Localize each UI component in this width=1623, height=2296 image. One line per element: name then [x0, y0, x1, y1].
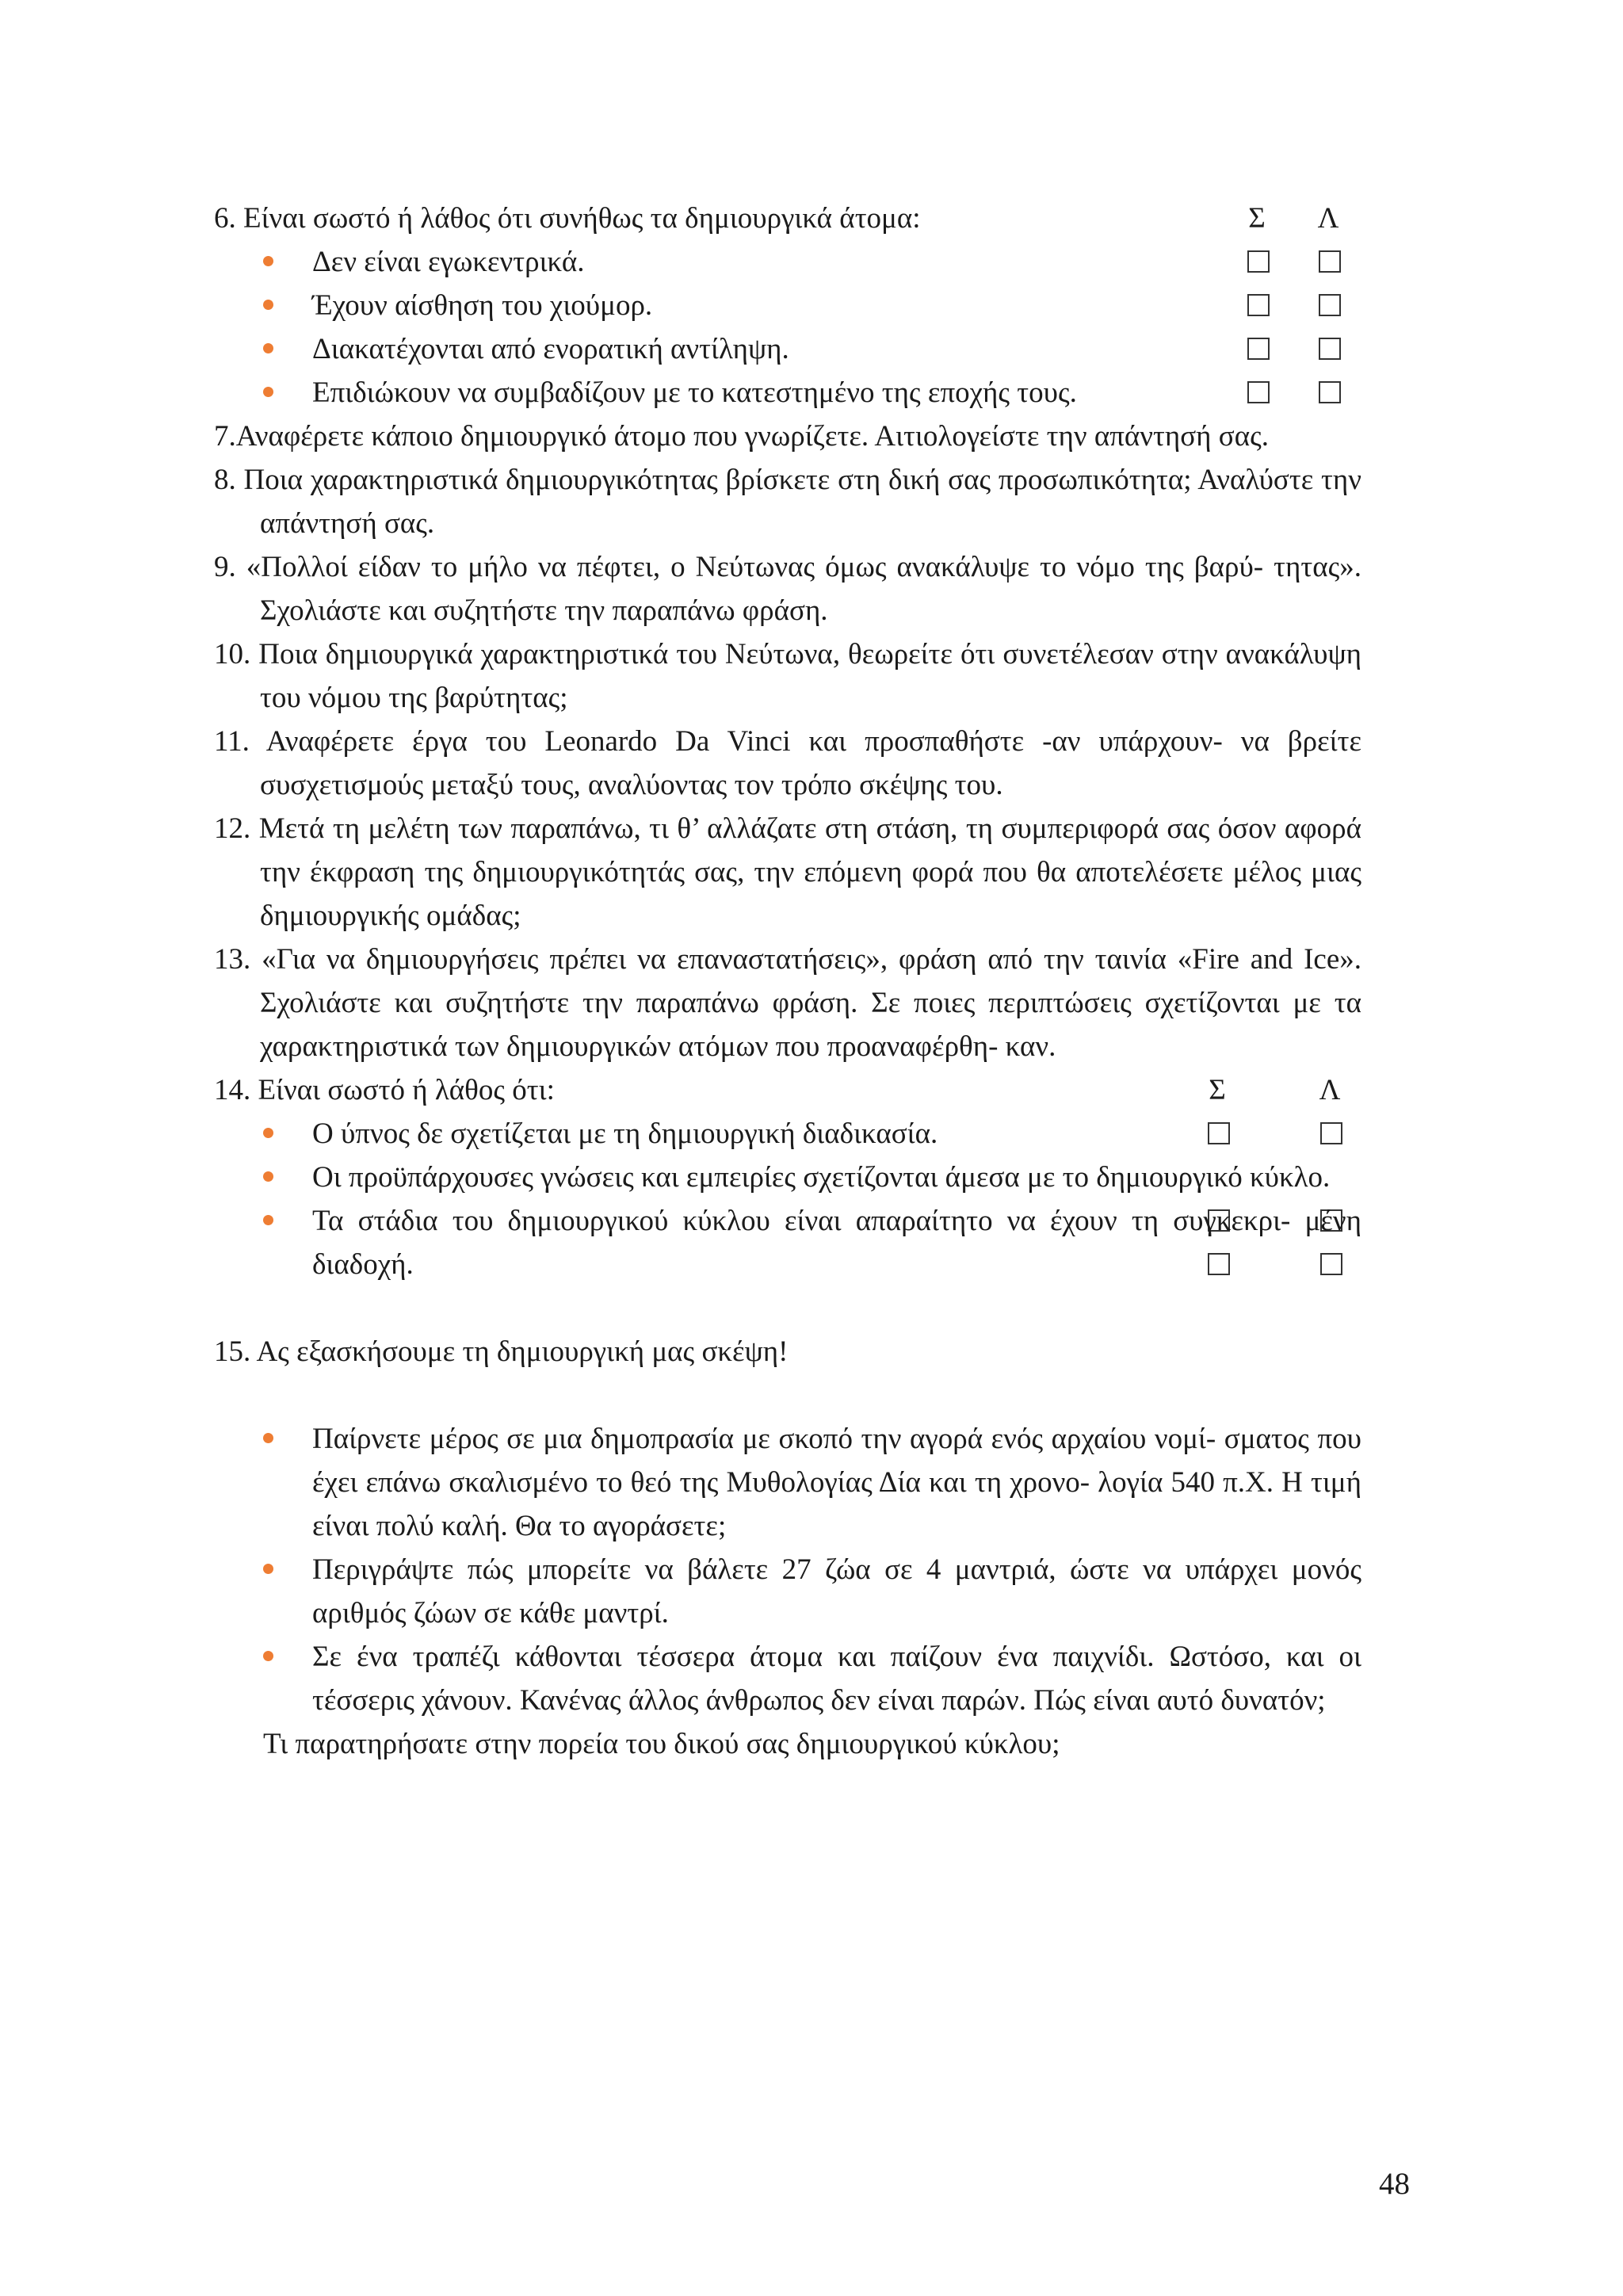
question-15 [214, 1330, 1361, 1373]
false-checkbox[interactable] [1320, 1122, 1342, 1144]
false-checkbox[interactable] [1319, 294, 1341, 316]
bullet-icon [263, 387, 273, 397]
question-8 [214, 458, 1361, 545]
bullet-icon [263, 1215, 273, 1225]
page-content [214, 197, 1361, 1766]
bullet-icon [263, 300, 273, 310]
false-checkbox[interactable] [1319, 250, 1341, 273]
question-10 [214, 632, 1361, 720]
bullet-icon [263, 256, 273, 266]
true-column-header: Σ [1248, 202, 1266, 235]
q6-item [214, 371, 1361, 415]
q6-item-text: Επιδιώκουν να συμβαδίζουν με το κατεστημένο της εποχής τους. [312, 376, 1077, 409]
true-checkbox[interactable] [1208, 1122, 1230, 1144]
q14-item-text: Ο ύπνος δε σχετίζεται με τη δημιουργική διαδικασία. [312, 1117, 938, 1150]
false-checkbox[interactable] [1319, 381, 1341, 403]
spacer [214, 1286, 1361, 1330]
question-6 [214, 197, 1361, 240]
q15-item-text: Περιγράψτε πώς μπορείτε να βάλετε 27 ζώα σε 4 μαντριά, ώστε να υπάρχει μονός αριθμός ζώων σε κάθε μαντρί. [312, 1553, 1361, 1629]
q15-item-text: Σε ένα τραπέζι κάθονται τέσσερα άτομα και παίζουν ένα παιχνίδι. Ωστόσο, και οι τέσσερις χάνουν. Κανένας άλλος άνθρωπος δεν είναι παρών. Πώς είναι αυτό δυνατόν; [312, 1641, 1361, 1717]
bullet-icon [263, 1128, 273, 1138]
question-10-text: 10. Ποια δημιουργικά χαρακτηριστικά του Νεύτωνα, θεωρείτε ότι συνετέλεσαν στην ανακάλυψη του νόμου της βαρύτητας; [214, 638, 1361, 714]
false-checkbox[interactable] [1319, 338, 1341, 360]
question-7-text: 7.Αναφέρετε κάποιο δημιουργικό άτομο που γνωρίζετε. Αιτιολογείστε την απάντησή σας. [214, 420, 1270, 453]
q6-item [214, 327, 1361, 371]
bullet-icon [263, 343, 273, 353]
true-checkbox[interactable] [1247, 294, 1270, 316]
q14-item [214, 1156, 1361, 1199]
question-11 [214, 720, 1361, 807]
question-11-text: 11. Αναφέρετε έργα του Leonardo Da Vinci και προσπαθήστε -αν υπάρχουν- να βρείτε συσχετισμούς μεταξύ τους, αναλύοντας τον τρόπο σκέψης του. [214, 725, 1361, 801]
bullet-icon [263, 1171, 273, 1182]
q15-closing: Τι παρατηρήσατε στην πορεία του δικού σας δημιουργικού κύκλου; [263, 1728, 1060, 1760]
question-14 [214, 1068, 1361, 1112]
q6-item-text: Έχουν αίσθηση του χιούμορ. [312, 289, 653, 322]
question-9-text: 9. «Πολλοί είδαν το μήλο να πέφτει, ο Νεύτωνας όμως ανακάλυψε το νόμο της βαρύ- τητας». Σχολιάστε και συζητήστε την παραπάνω φράση. [214, 551, 1361, 627]
q6-item [214, 284, 1361, 327]
q14-item [214, 1112, 1361, 1156]
true-checkbox[interactable] [1247, 338, 1270, 360]
q14-item-text: Τα στάδια του δημιουργικού κύκλου είναι απαραίτητο να έχουν τη συγκεκρι- μένη διαδοχή. [312, 1205, 1361, 1281]
q15-item [214, 1417, 1361, 1548]
false-column-header: Λ [1319, 1074, 1341, 1106]
question-9 [214, 545, 1361, 632]
question-8-text: 8. Ποια χαρακτηριστικά δημιουργικότητας βρίσκετε στη δική σας προσωπικότητα; Αναλύστε την απάντησή σας. [214, 464, 1361, 540]
q14-item [214, 1199, 1361, 1286]
question-15-text: 15. Ας εξασκήσουμε τη δημιουργική μας σκέψη! [214, 1335, 789, 1368]
question-7 [214, 415, 1361, 458]
q6-item-text: Διακατέχονται από ενορατική αντίληψη. [312, 333, 789, 365]
true-column-header: Σ [1209, 1074, 1226, 1106]
true-checkbox[interactable] [1247, 381, 1270, 403]
false-checkbox[interactable] [1320, 1253, 1342, 1275]
true-checkbox[interactable] [1208, 1253, 1230, 1275]
question-12 [214, 807, 1361, 938]
bullet-icon [263, 1433, 273, 1443]
question-12-text: 12. Μετά τη μελέτη των παραπάνω, τι θ’ αλλάζατε στη στάση, τη συμπεριφορά σας όσον αφορά την έκφραση της δημιουργικότητάς σας, την επόμενη φορά που θα αποτελέσετε μέλος μιας δημιουργικής ομάδας; [214, 812, 1361, 932]
q14-item-text: Οι προϋπάρχουσες γνώσεις και εμπειρίες σχετίζονται άμεσα με το δημιουργικό κύκλο. [312, 1161, 1331, 1194]
question-13 [214, 938, 1361, 1068]
q15-item [214, 1635, 1361, 1722]
page-number: 48 [1379, 2167, 1410, 2201]
q15-item [214, 1548, 1361, 1635]
q6-item [214, 240, 1361, 284]
question-6-text: 6. Είναι σωστό ή λάθος ότι συνήθως τα δημιουργικά άτομα: [214, 202, 921, 235]
true-checkbox[interactable] [1247, 250, 1270, 273]
question-13-text: 13. «Για να δημιουργήσεις πρέπει να επαναστατήσεις», φράση από την ταινία «Fire and Ice». Σχολιάστε και συζητήστε την παραπάνω φράση. Σε ποιες περιπτώσεις σχετίζονται με τα χαρακτηριστικά των δημιουργικών ατόμων που προαναφέρθη- καν. [214, 943, 1361, 1063]
q6-item-text: Δεν είναι εγωκεντρικά. [312, 246, 585, 278]
q15-item-text: Παίρνετε μέρος σε μια δημοπρασία με σκοπό την αγορά ενός αρχαίου νομί- σματος που έχει επάνω σκαλισμένο το θεό της Μυθολογίας Δία και τη χρονο- λογία 540 π.Χ. Η τιμή είναι πολύ καλή. Θα το αγοράσετε; [312, 1423, 1361, 1542]
bullet-icon [263, 1651, 273, 1661]
bullet-icon [263, 1564, 273, 1574]
false-column-header: Λ [1317, 202, 1339, 235]
spacer [214, 1373, 1361, 1417]
question-14-text: 14. Είναι σωστό ή λάθος ότι: [214, 1074, 555, 1106]
